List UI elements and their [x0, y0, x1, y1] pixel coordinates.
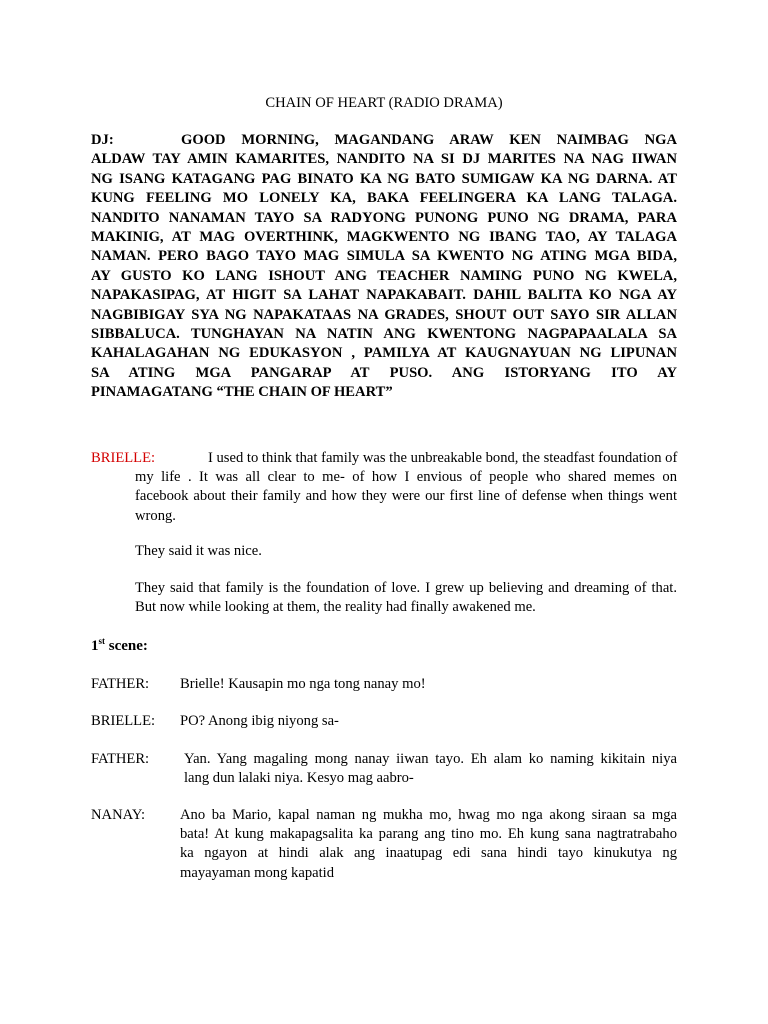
document-title: CHAIN OF HEART (RADIO DRAMA) — [265, 95, 503, 111]
brielle-speaker: BRIELLE: — [91, 450, 156, 466]
dialogue-line: mayayaman mong kapatid — [180, 864, 334, 881]
brielle-line: wrong. — [135, 507, 176, 524]
brielle-monologue — [91, 449, 677, 526]
dj-line: PINAMAGATANG “THE CHAIN OF HEART” — [91, 384, 393, 401]
brielle-line: BRIELLE: I used to think that family was the unbreakable bond, the steadfast foundation of — [91, 449, 677, 468]
scene-heading: 1st scene: — [91, 636, 148, 654]
dialogue-line: PO? Anong ibig niyong sa- — [180, 713, 339, 729]
paragraph-line: They said it was nice. — [135, 543, 262, 559]
dialogue-line: bata! At kung makapagsalita ka parang ang tino mo. Eh kung sana nagtratrabaho — [180, 826, 677, 843]
paragraph-line: They said that family is the foundation of love. I grew up believing and dreaming of that. — [135, 580, 677, 596]
brielle-line: facebook about their family and how they were our first line of defense when things went — [135, 488, 677, 505]
dj-line: NAMAN. PERO BAGO TAYO MAG SIMULA SA KWENTO NG ATING MGA BIDA, — [91, 248, 677, 265]
brielle-line: my life . It was all clear to me- of how I envious of people who shared memes on — [135, 469, 677, 486]
dialogue-speaker: NANAY: — [91, 807, 146, 823]
dialogue-line: ka ngayon at hindi alak ang inaatupag edi sana hindi tayo kinukutya ng — [180, 845, 677, 862]
dj-line: MAKINIG, AT MAG OVERTHINK, MAGKWENTO NG IBANG TAO, AY TALAGA — [91, 228, 677, 245]
dj-line: KAHALAGAHAN NG EDUKASYON , PAMILYA AT KAUGNAYUAN NG LIPUNAN — [91, 345, 677, 362]
dj-line: SIBBALUCA. TUNGHAYAN NA NATIN ANG KWENTONG NAGPAPAALALA SA — [91, 325, 677, 342]
dj-line: ALDAW TAY AMIN KAMARITES, NANDITO NA SI DJ MARITES NA NAG IIWAN — [91, 151, 677, 168]
dialogue-line: Ano ba Mario, kapal naman ng mukha mo, hwag mo nga akong siraan sa mga — [180, 807, 677, 823]
dialogue-speaker: FATHER: — [91, 751, 150, 767]
dj-line: AY GUSTO KO LANG ISHOUT ANG TEACHER NAMING PUNO NG KWELA, — [91, 267, 677, 284]
dj-line: NAPAKASIPAG, AT HIGIT SA LAHAT NAPAKABAIT. DAHIL BALITA KO NGA AY — [91, 287, 677, 304]
brielle-paragraph — [135, 579, 677, 617]
dj-line: NG ISANG KATAGANG PAG BINATO KA NG BATO SUMIGAW KA NG DARNA. AT — [91, 170, 677, 187]
dialogue-speaker: BRIELLE: — [91, 713, 156, 729]
dialogue-line: lang dun lalaki niya. Kesyo mag aabro- — [184, 770, 414, 787]
dj-line: KUNG FEELING MO LONELY KA, BAKA FEELINGERA KA LANG TALAGA. — [91, 190, 677, 207]
brielle-paragraph — [135, 542, 677, 561]
dj-line: NANDITO NANAMAN TAYO SA RADYONG PUNONG PUNO NG DRAMA, PARA — [91, 209, 677, 226]
dj-monologue — [91, 131, 677, 402]
dj-speaker: DJ: — [91, 132, 114, 148]
dialogue-speaker: FATHER: — [91, 676, 150, 692]
dialogue-line: Yan. Yang magaling mong nanay iiwan tayo. Eh alam ko naming kikitain niya — [184, 751, 677, 767]
dj-line: NAGBIBIGAY SYA NG NAPAKATAAS NA GRADES, SHOUT OUT SAYO SIR ALLAN — [91, 306, 677, 323]
dj-line: DJ: GOOD MORNING, MAGANDANG ARAW KEN NAIMBAG NGA — [91, 131, 677, 150]
dialogue-line: Brielle! Kausapin mo nga tong nanay mo! — [180, 676, 426, 692]
paragraph-line: But now while looking at them, the reality had finally awakened me. — [135, 599, 536, 616]
dj-line: SA ATING MGA PANGARAP AT PUSO. ANG ISTORYANG ITO AY — [91, 364, 677, 381]
